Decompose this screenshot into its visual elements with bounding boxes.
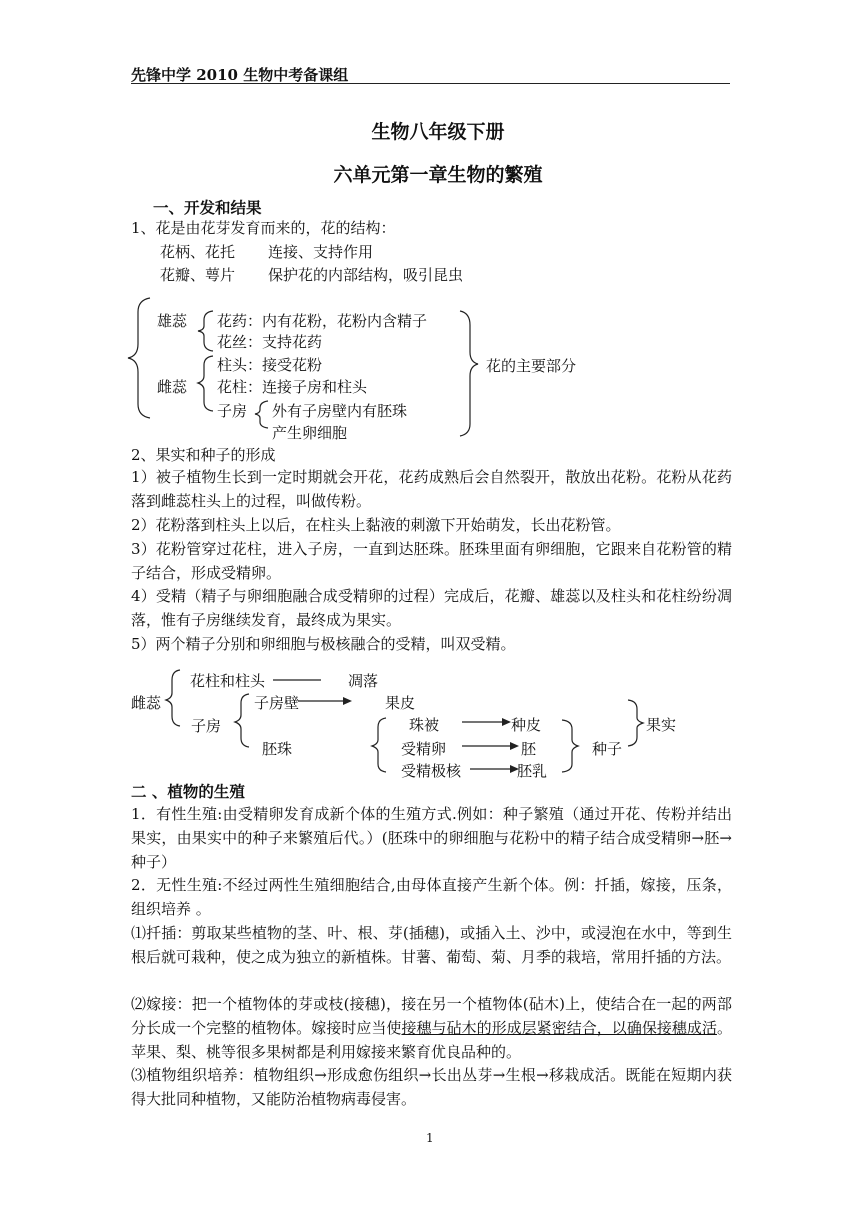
fd-seed: 种子 <box>592 740 623 758</box>
fd-style-stigma: 花柱和柱头 <box>190 672 266 690</box>
pistil-label: 雌蕊 <box>157 378 188 396</box>
section1-heading: 一、开发和结果 <box>153 198 262 217</box>
para-3: 3）花粉管穿过花柱，进入子房，一直到达胚珠。胚珠里面有卵细胞，它跟来自花粉管的精子结合，形成受精卵。 <box>131 540 732 582</box>
stamen-label: 雄蕊 <box>157 312 188 330</box>
fd-embryo: 胚 <box>521 740 537 758</box>
section2-heading: 二 、植物的生殖 <box>131 782 245 801</box>
fd-pericarp: 果皮 <box>385 694 416 712</box>
fd-polar: 受精极核 <box>401 762 462 780</box>
s2-para-3: ⑴扦插：剪取某些植物的茎、叶、根、芽(插穗)，或插入土、沙中，或浸泡在水中，等到生根后就可栽种，使之成为独立的新植株。甘薯、葡萄、菊、月季的栽培，常用扦插的方法。 <box>131 924 732 966</box>
s2-para-4-post: 。苹果、梨、桃等很多果树都是利用嫁接来繁育优良品种的。 <box>131 1018 732 1061</box>
s2-para-4 <box>131 993 732 1064</box>
fd-wither: 凋落 <box>348 672 379 690</box>
stigma-label: 柱头：接受花粉 <box>217 356 323 374</box>
main-part-label: 花的主要部分 <box>486 357 577 375</box>
fd-pistil: 雌蕊 <box>131 694 162 712</box>
ovary-label: 子房 <box>217 402 248 420</box>
doc-subtitle: 六单元第一章生物的繁殖 <box>333 164 543 186</box>
ovary-wall-label: 外有子房壁内有胚珠 <box>272 402 408 420</box>
row2-part: 花瓣、萼片 <box>160 266 236 284</box>
page-header: 先锋中学 2010 生物中考备课组 <box>131 66 349 84</box>
row1-part: 花柄、花托 <box>160 243 236 261</box>
s2-para-4-pre: ⑵嫁接：把一个植物体的芽或枝(接穗)，接在另一个植物体(砧木)上，使结合在一起的两部分长成一个完整的植物体。嫁接时应当使 <box>131 995 732 1037</box>
anther-label: 花药：内有花粉，花粉内含精子 <box>217 312 428 330</box>
fd-ovary: 子房 <box>191 717 222 735</box>
para-5: 5）两个精子分别和卵细胞与极核融合的受精，叫双受精。 <box>131 635 516 653</box>
fd-fruit: 果实 <box>646 716 677 734</box>
fd-endosperm: 胚乳 <box>517 762 548 780</box>
item2-text: 2、果实和种子的形成 <box>131 446 276 464</box>
para-2: 2）花粉落到柱头上以后，在柱头上黏液的刺激下开始萌发，长出花粉管。 <box>131 516 621 534</box>
item1-text: 1、花是由花芽发育而来的，花的结构： <box>131 219 396 237</box>
fd-integument: 珠被 <box>409 716 440 734</box>
para-4: 4）受精（精子与卵细胞融合成受精卵的过程）完成后，花瓣、雄蕊以及柱头和花柱纷纷凋落，惟有子房继续发育，最终成为果实。 <box>131 587 732 629</box>
s2-para-1: 1．有性生殖:由受精卵发育成新个体的生殖方式.例如：种子繁殖（通过开花、传粉并结出果实，由果实中的种子来繁殖后代。）(胚珠中的卵细胞与花粉中的精子结合成受精卵→胚→种子） <box>131 805 732 871</box>
page-number: 1 <box>426 1131 434 1145</box>
fd-ovary-wall: 子房壁 <box>254 694 300 712</box>
row1-func: 连接、支持作用 <box>268 243 374 261</box>
doc-title: 生物八年级下册 <box>371 121 505 143</box>
s2-para-5: ⑶植物组织培养：植物组织→形成愈伤组织→长出丛芽→生根→移栽成活。既能在短期内获得大批同种植物，又能防治植物病毒侵害。 <box>131 1066 732 1108</box>
para-1: 1）被子植物生长到一定时期就会开花，花药成熟后会自然裂开，散放出花粉。花粉从花药落到雌蕊柱头上的过程，叫做传粉。 <box>131 468 732 510</box>
filament-label: 花丝：支持花药 <box>217 333 323 351</box>
style-label: 花柱：连接子房和柱头 <box>217 378 368 396</box>
fd-seed-coat: 种皮 <box>511 716 542 734</box>
s2-para-4-underline: 接穗与砧木的形成层紧密结合，以确保接穗成活 <box>401 1018 717 1037</box>
row2-func: 保护花的内部结构，吸引昆虫 <box>268 266 464 284</box>
fd-zygote: 受精卵 <box>401 740 447 758</box>
s2-para-2: 2．无性生殖:不经过两性生殖细胞结合,由母体直接产生新个体。例：扦插，嫁接，压条，组织培养 。 <box>131 876 732 918</box>
fd-ovule: 胚珠 <box>262 740 293 758</box>
ovary-egg-label: 产生卵细胞 <box>272 424 348 442</box>
